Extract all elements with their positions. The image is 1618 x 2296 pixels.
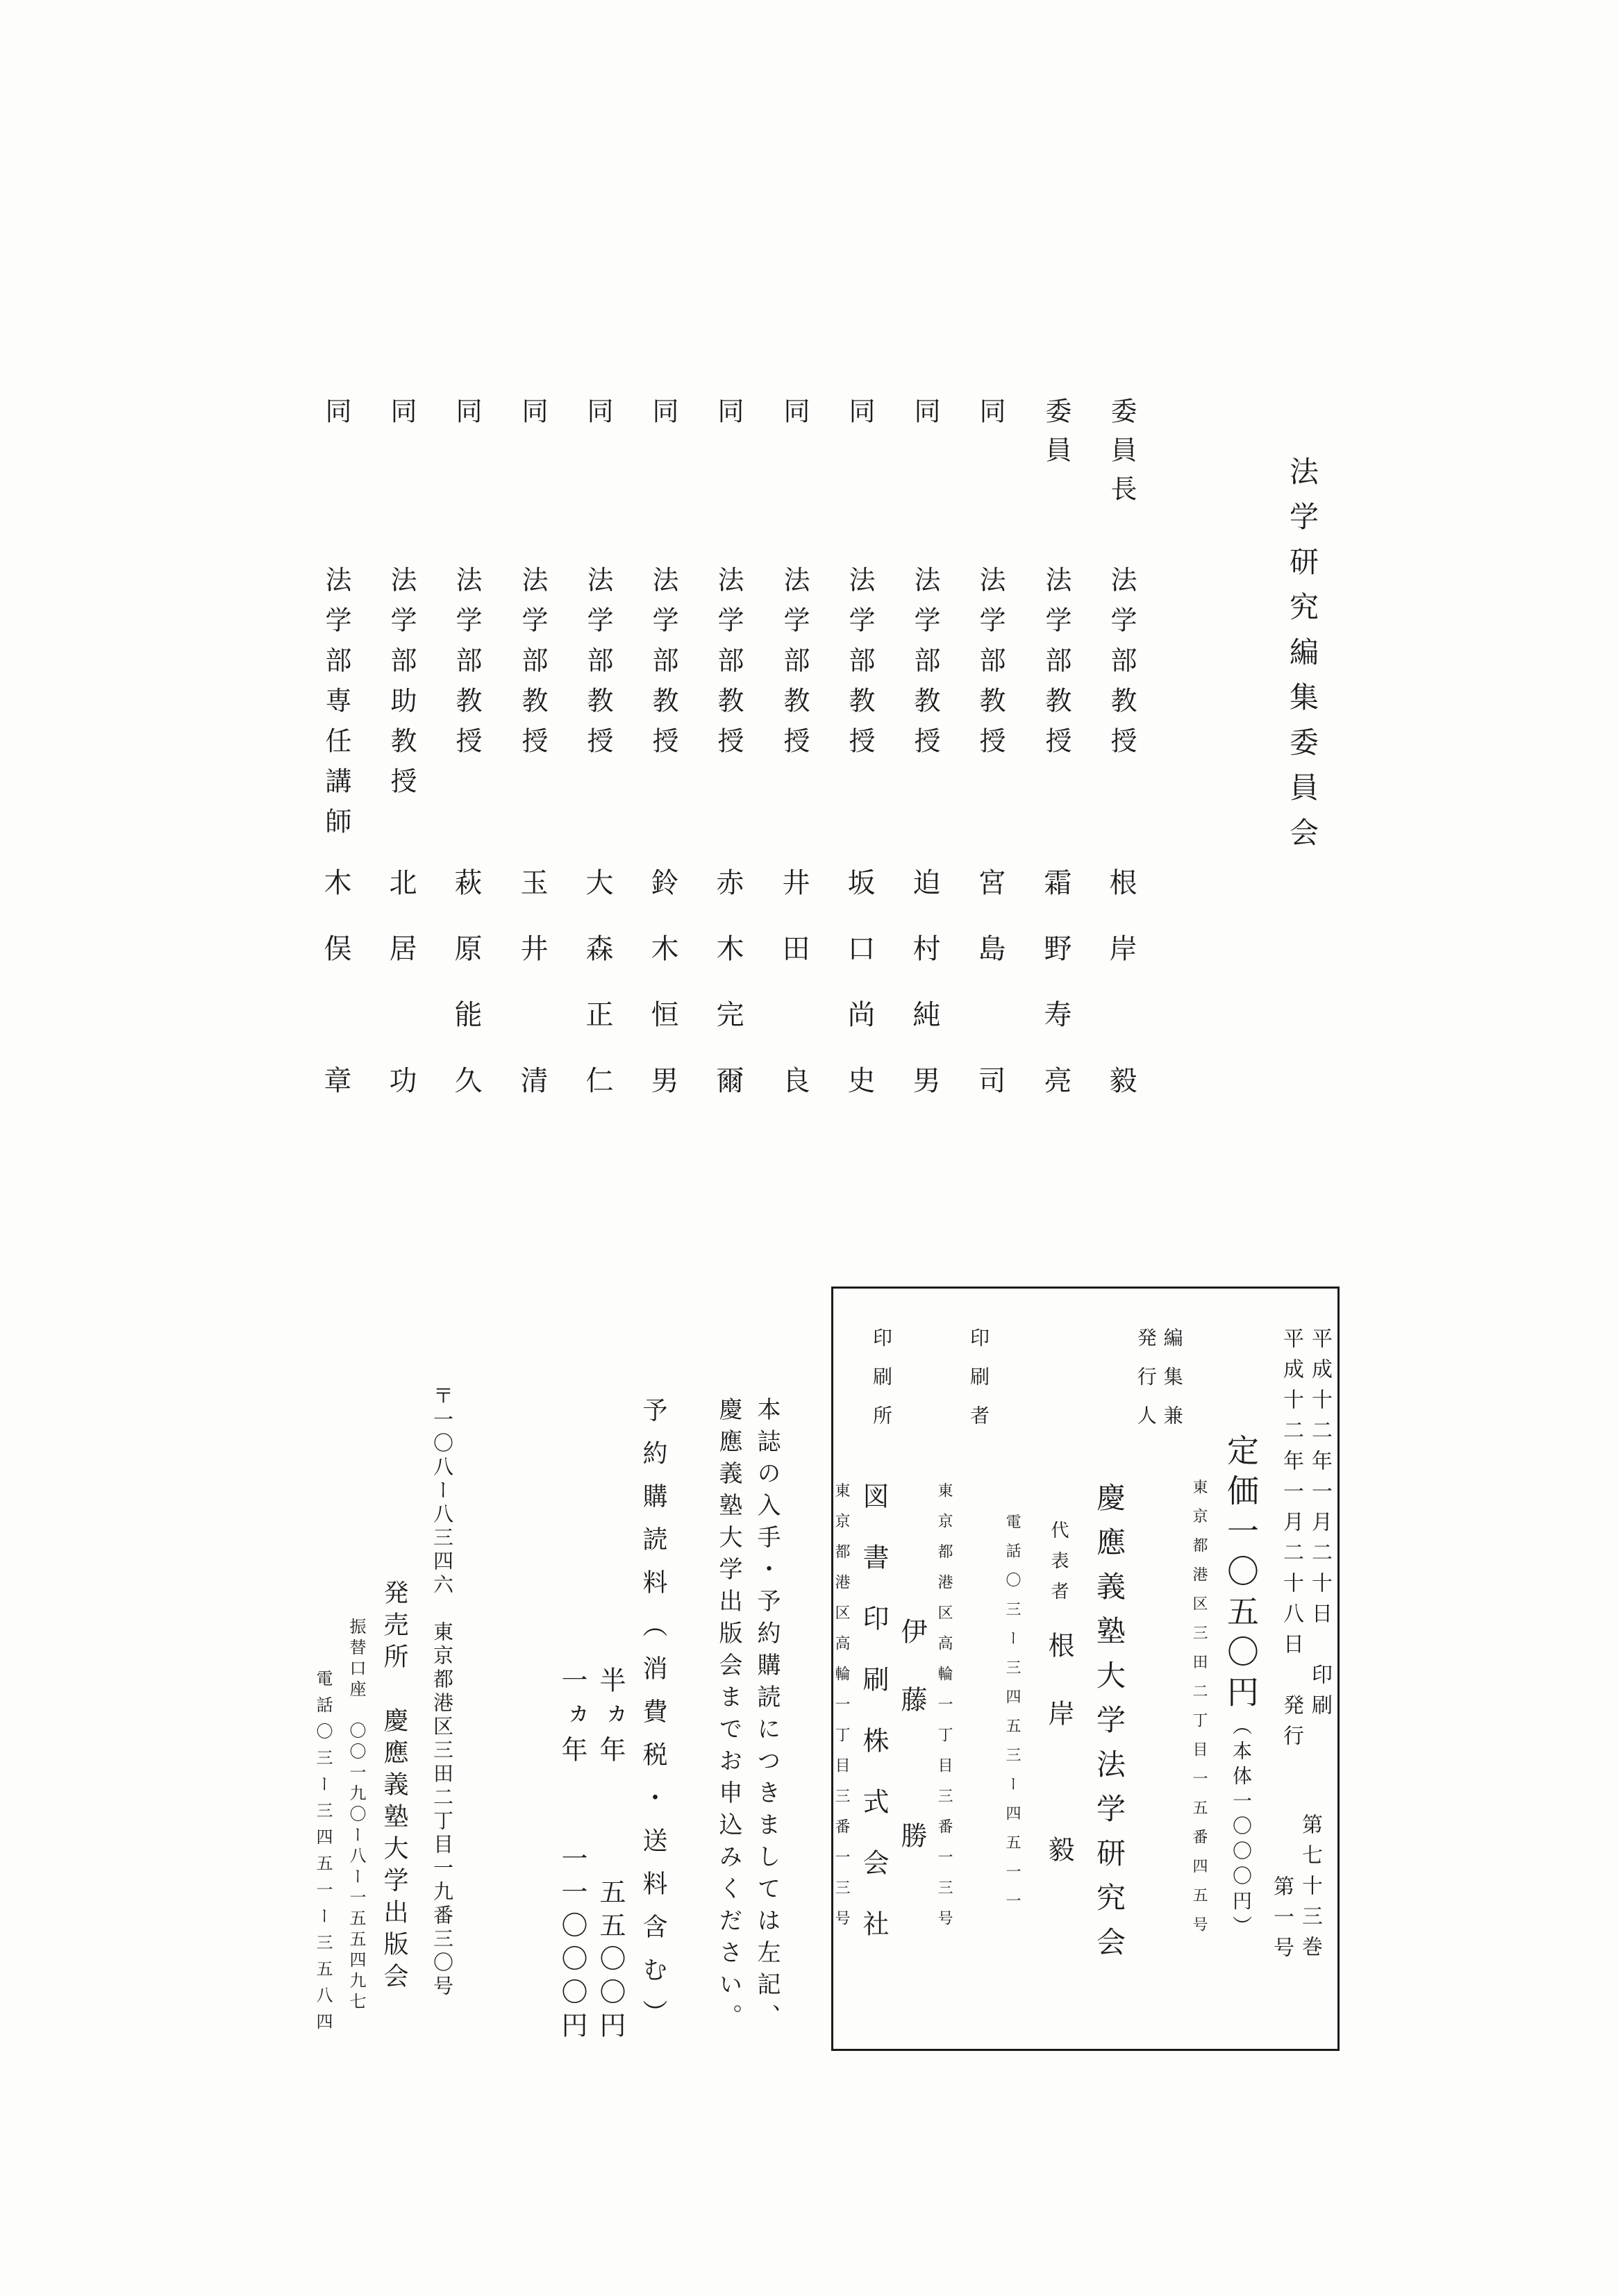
member-role: 同 [713,397,742,436]
publisher-role-a: 編集兼 [1160,1327,1183,1444]
member-role: 同 [321,397,350,436]
member-name: 井田 良 [778,868,810,1132]
distributor-phone: 電話〇三ー三四五一ー三五八四 [313,1670,331,2039]
publisher-role-label [1132,1327,1185,1444]
printer-address: 東京都港区高輪一丁目三番一三号 [936,1482,953,1941]
member-name: 北居 功 [385,868,417,1132]
publisher-phone: 電話〇三ー三四五三ー四五一一 [1004,1514,1021,1922]
press-address: 東京都港区高輪一丁目三番一三号 [833,1482,851,1941]
price: 定価一〇五〇円 [1223,1434,1258,1716]
member-role: 同 [975,397,1004,436]
member-name: 根岸 毅 [1106,868,1137,1132]
printed-date: 平成十二年一月二十日 印刷 [1308,1327,1331,1725]
representative-name: 根岸 毅 [1044,1632,1073,1904]
committee-member [320,397,351,1175]
committee-member [974,397,1005,1175]
member-name: 坂口尚史 [844,868,875,1132]
printed-date-column [1299,1327,1331,1966]
member-role: 同 [648,397,677,436]
member-title: 法学部教授 [844,566,874,767]
member-name: 大森正仁 [582,868,613,1132]
member-name: 玉井 清 [517,868,548,1132]
publisher-address: 東京都港区三田二丁目一五番四五号 [1191,1479,1208,1945]
member-title: 法学部教授 [713,566,742,767]
full-year-label: 一ヵ年 [557,1666,586,1770]
publisher-name: 慶應義塾大学法学研究会 [1092,1482,1124,1971]
member-title: 法学部教授 [975,566,1004,767]
committee-member [844,397,874,1175]
member-name: 赤木完爾 [712,868,744,1132]
member-title: 法学部教授 [451,566,481,767]
issued-date-column [1270,1327,1303,1967]
member-name: 萩原能久 [451,868,482,1132]
member-role: 同 [386,397,415,436]
committee-member [1040,397,1071,1175]
committee-member [1106,397,1136,1175]
member-title: 法学部教授 [517,566,547,767]
member-role: 同 [451,397,481,436]
member-title: 法学部教授 [1106,566,1135,767]
member-title: 法学部教授 [910,566,939,767]
half-year-label: 半ヵ年 [595,1666,624,1770]
printer-label: 印刷者 [967,1327,989,1444]
member-name: 霜野寿亮 [1040,868,1071,1132]
member-name: 鈴木恒男 [647,868,678,1132]
committee-member [385,397,416,1175]
member-role: 同 [844,397,874,436]
press-label: 印刷所 [870,1327,892,1444]
member-name: 迫村純男 [909,868,940,1132]
member-role: 委員 [1041,397,1070,475]
notice-line-2: 慶應義塾大学出版会までお申込みください。 [715,1397,741,2036]
issue-label: 第一号 [1270,1875,1293,1967]
committee-member [582,397,612,1175]
committee-title: 法学研究編集委員会 [1285,456,1317,862]
member-title: 法学部助教授 [386,566,415,807]
member-role: 委員長 [1106,397,1135,514]
committee-member [647,397,678,1175]
publisher-role-b: 発行人 [1134,1327,1156,1444]
committee-member [778,397,809,1175]
issued-date: 平成十二年一月二十八日 発行 [1280,1327,1303,1755]
half-year-price: 五五〇〇円 [595,1878,624,2045]
member-title: 法学部専任講師 [321,566,350,848]
committee-member [712,397,743,1175]
member-title: 法学部教授 [583,566,612,767]
press-column [858,1327,892,1971]
committee-member [451,397,481,1175]
full-year-price: 一一〇〇〇円 [557,1845,586,2045]
member-name: 宮島 司 [974,868,1006,1132]
member-role: 同 [583,397,612,436]
member-role: 同 [910,397,939,436]
fee-heading: 予約購読料（消費税・送料含む） [640,1397,667,2043]
notice-line-1: 本誌の入手・予約購読につきましては左記、 [753,1397,779,2036]
member-role: 同 [779,397,808,436]
representative-label: 代表者 [1049,1520,1069,1612]
member-name: 木俣 章 [320,868,351,1132]
price-note: （本体一〇〇〇円） [1230,1716,1251,1941]
printer-name: 伊藤 勝 [896,1618,926,1890]
committee-member [909,397,940,1175]
price-line [1224,1434,1256,1941]
member-title: 法学部教授 [1041,566,1070,767]
volume-label: 第七十三巻 [1299,1813,1321,1966]
member-role: 同 [517,397,547,436]
transfer-account: 振替口座 〇〇一九〇ー八ー一五五四九七 [347,1618,365,2013]
distributor-name: 発売所 慶應義塾大学出版会 [381,1579,408,1995]
press-name: 図書印刷株式会社 [858,1482,887,1971]
member-title: 法学部教授 [648,566,677,767]
member-title: 法学部教授 [779,566,808,767]
distributor-postal-address: 〒一〇八ー八三四六 東京都港区三田二丁目一九番三〇号 [431,1385,453,1999]
committee-member [517,397,547,1175]
